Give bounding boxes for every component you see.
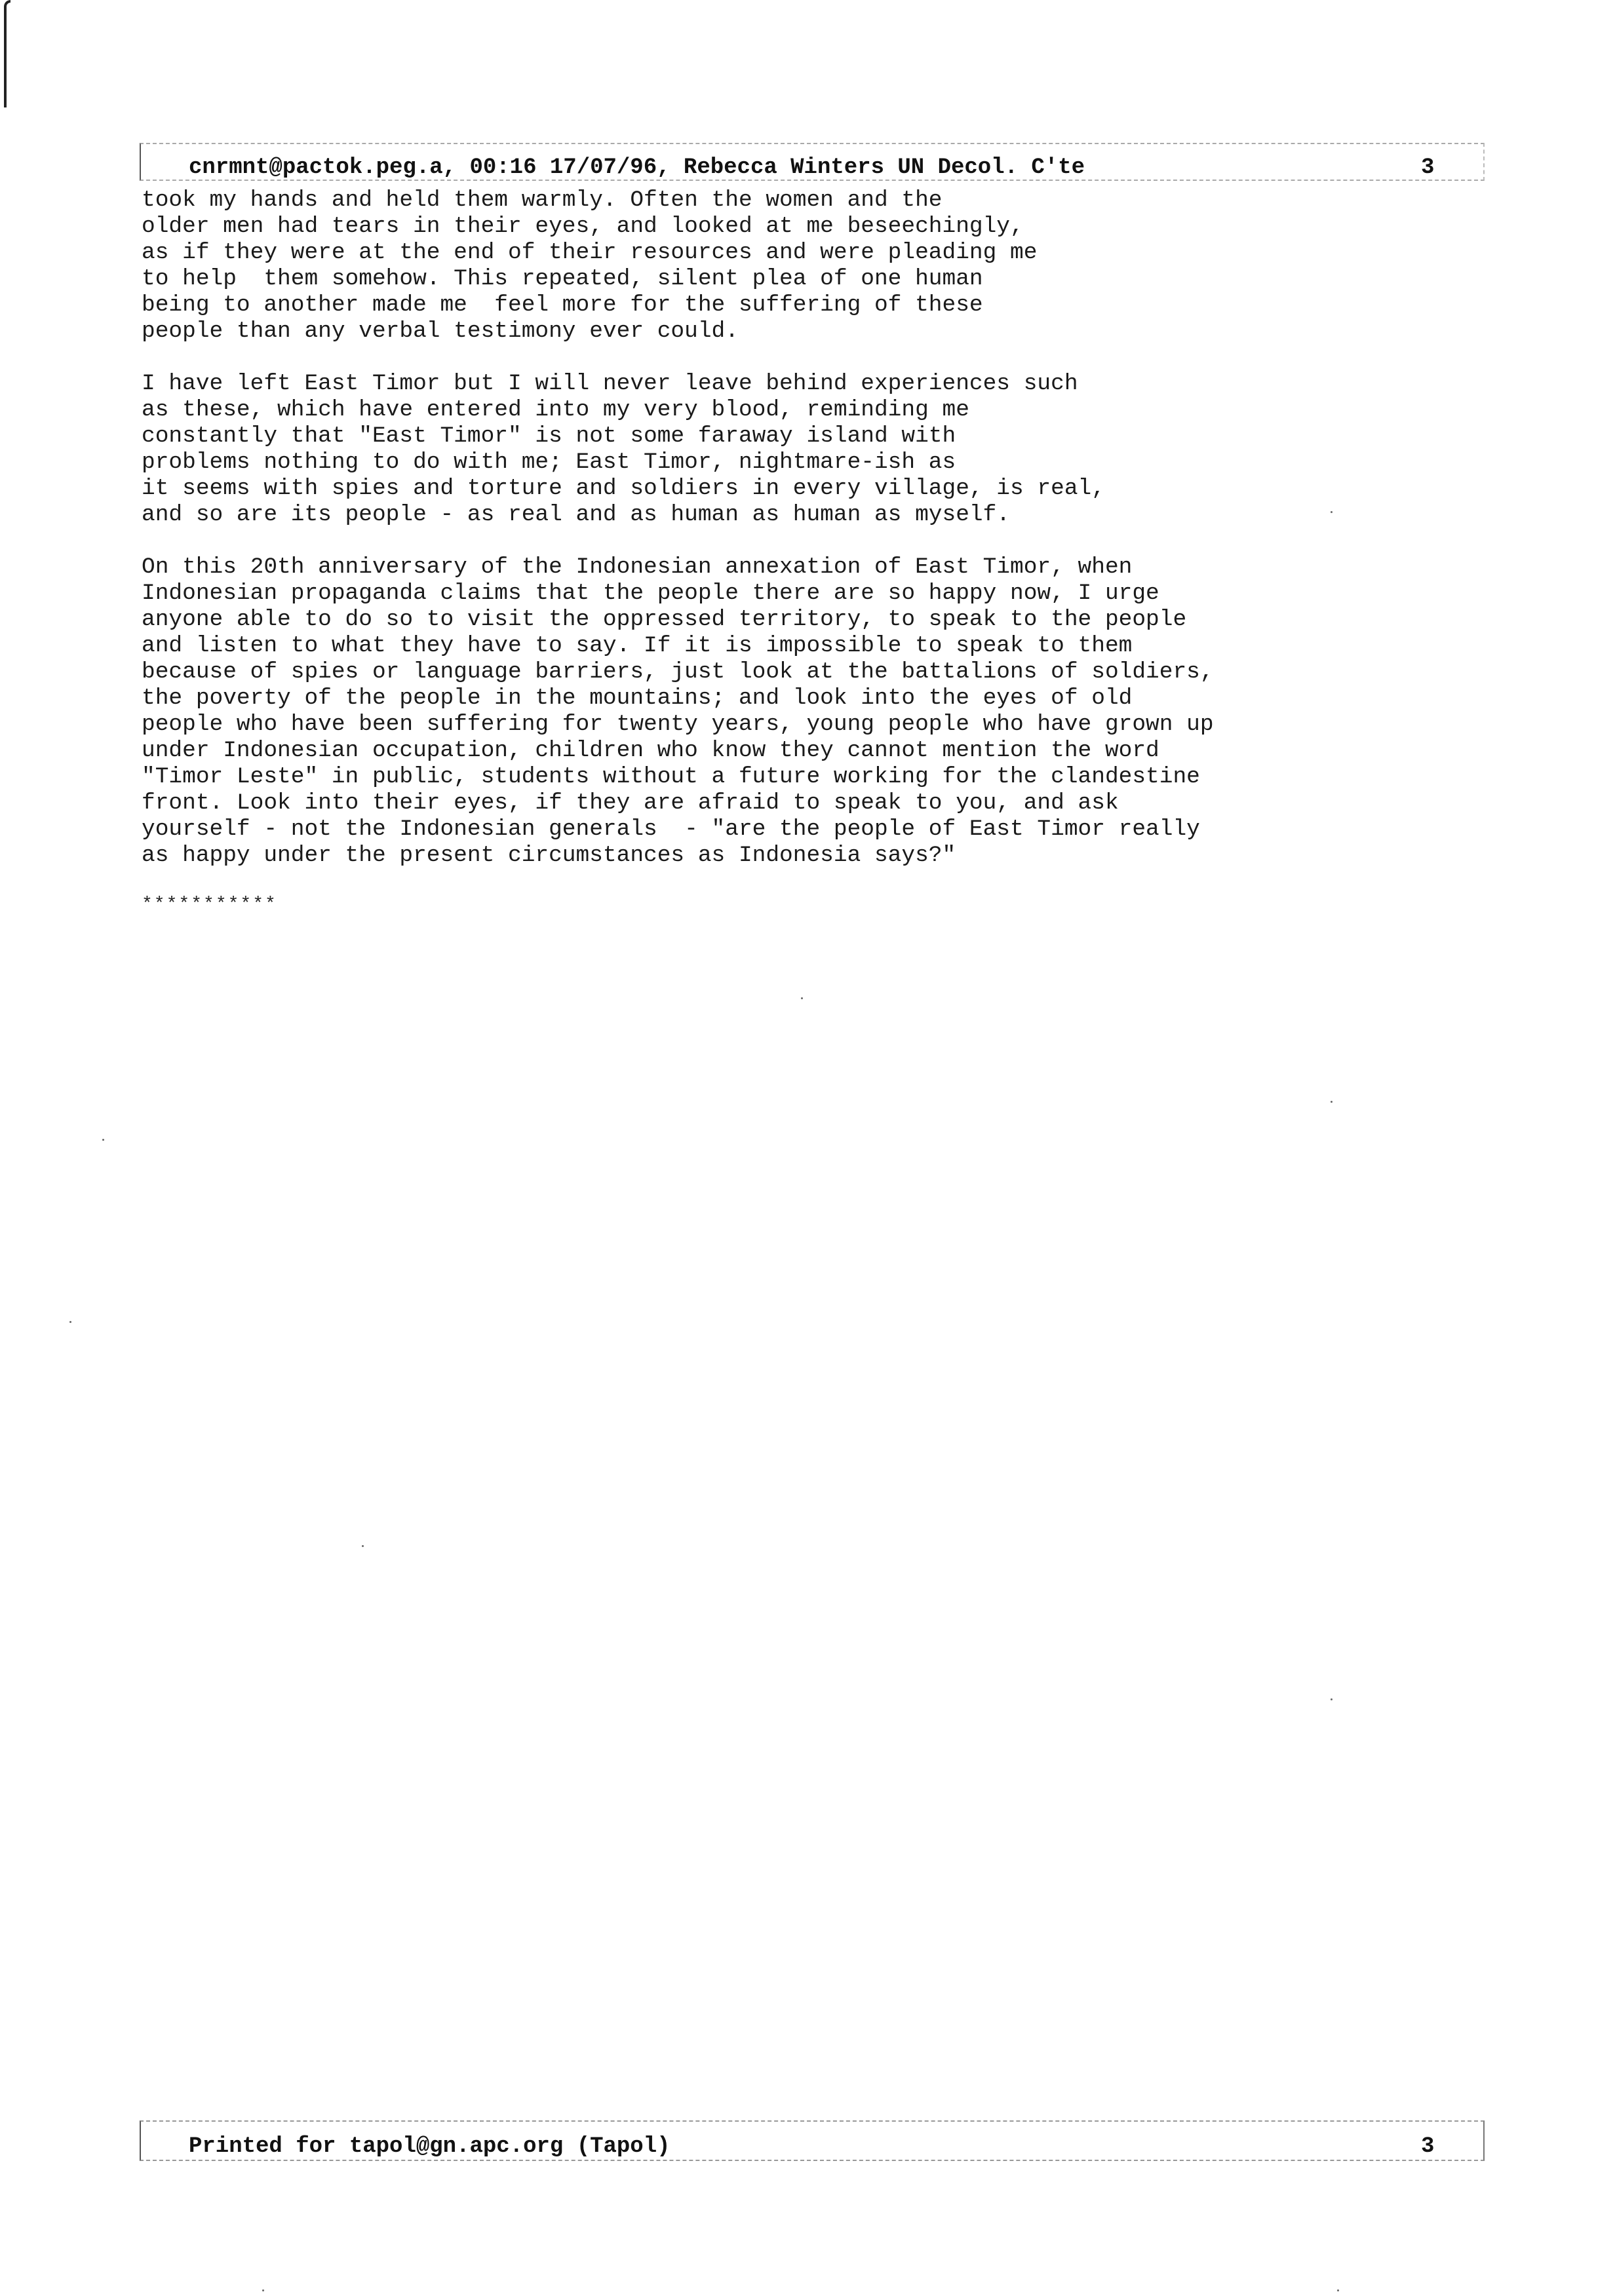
- text-line: On this 20th anniversary of the Indonesian annexation of East Timor, when: [142, 554, 1133, 580]
- text-line: constantly that "East Timor" is not some faraway island with: [142, 423, 956, 449]
- text-line: under Indonesian occupation, children who know they cannot mention the word: [142, 738, 1159, 763]
- text-line: being to another made me feel more for the suffering of these: [142, 292, 983, 318]
- scan-speck: [1331, 1101, 1333, 1103]
- scan-speck: [1337, 2289, 1339, 2291]
- scan-speck: [801, 997, 803, 999]
- text-line: as if they were at the end of their resources and were pleading me: [142, 240, 1038, 265]
- text-line: as these, which have entered into my very blood, reminding me: [142, 397, 969, 423]
- text-line: took my hands and held them warmly. Often the women and the: [142, 187, 943, 213]
- message-body: [142, 187, 1479, 895]
- text-line: I have left East Timor but I will never leave behind experiences such: [142, 371, 1078, 396]
- text-line: anyone able to do so to visit the oppressed territory, to speak to the people: [142, 607, 1187, 632]
- footer-page-number: 3: [1421, 2134, 1435, 2159]
- scan-speck: [1331, 511, 1333, 513]
- end-separator: ***********: [142, 894, 277, 915]
- paragraph-3: [142, 554, 1479, 869]
- scan-speck: [362, 1545, 364, 1547]
- scan-speck: [1331, 1698, 1333, 1700]
- text-line: to help them somehow. This repeated, silent plea of one human: [142, 266, 983, 292]
- text-line: the poverty of the people in the mountains; and look into the eyes of old: [142, 685, 1133, 711]
- scan-speck: [69, 1321, 71, 1323]
- text-line: and so are its people - as real and as human as human as myself.: [142, 502, 1011, 527]
- text-line: as happy under the present circumstances as Indonesia says?": [142, 843, 956, 868]
- text-line: Indonesian propaganda claims that the people there are so happy now, I urge: [142, 581, 1159, 606]
- text-line: and listen to what they have to say. If it is impossible to speak to them: [142, 633, 1133, 659]
- paragraph-2: [142, 371, 1479, 528]
- footer-printed-for: Printed for tapol@gn.apc.org (Tapol): [189, 2134, 671, 2159]
- text-line: front. Look into their eyes, if they are afraid to speak to you, and ask: [142, 790, 1119, 816]
- binding-mark: [4, 0, 10, 107]
- text-line: because of spies or language barriers, just look at the battalions of soldiers,: [142, 659, 1214, 685]
- scan-speck: [102, 1139, 104, 1141]
- paragraph-1: [142, 187, 1479, 345]
- text-line: people who have been suffering for twenty years, young people who have grown up: [142, 712, 1214, 737]
- header-page-number: 3: [1421, 155, 1435, 180]
- text-line: it seems with spies and torture and soldiers in every village, is real,: [142, 476, 1105, 501]
- text-line: older men had tears in their eyes, and looked at me beseechingly,: [142, 214, 1024, 239]
- text-line: yourself - not the Indonesian generals - "are the people of East Timor really: [142, 816, 1200, 842]
- scan-speck: [262, 2289, 264, 2291]
- text-line: problems nothing to do with me; East Timor, nightmare-ish as: [142, 450, 956, 475]
- text-line: people than any verbal testimony ever could.: [142, 318, 739, 344]
- text-line: "Timor Leste" in public, students without a future working for the clandestine: [142, 764, 1200, 790]
- header-title: cnrmnt@pactok.peg.a, 00:16 17/07/96, Rebecca Winters UN Decol. C'te: [189, 155, 1085, 180]
